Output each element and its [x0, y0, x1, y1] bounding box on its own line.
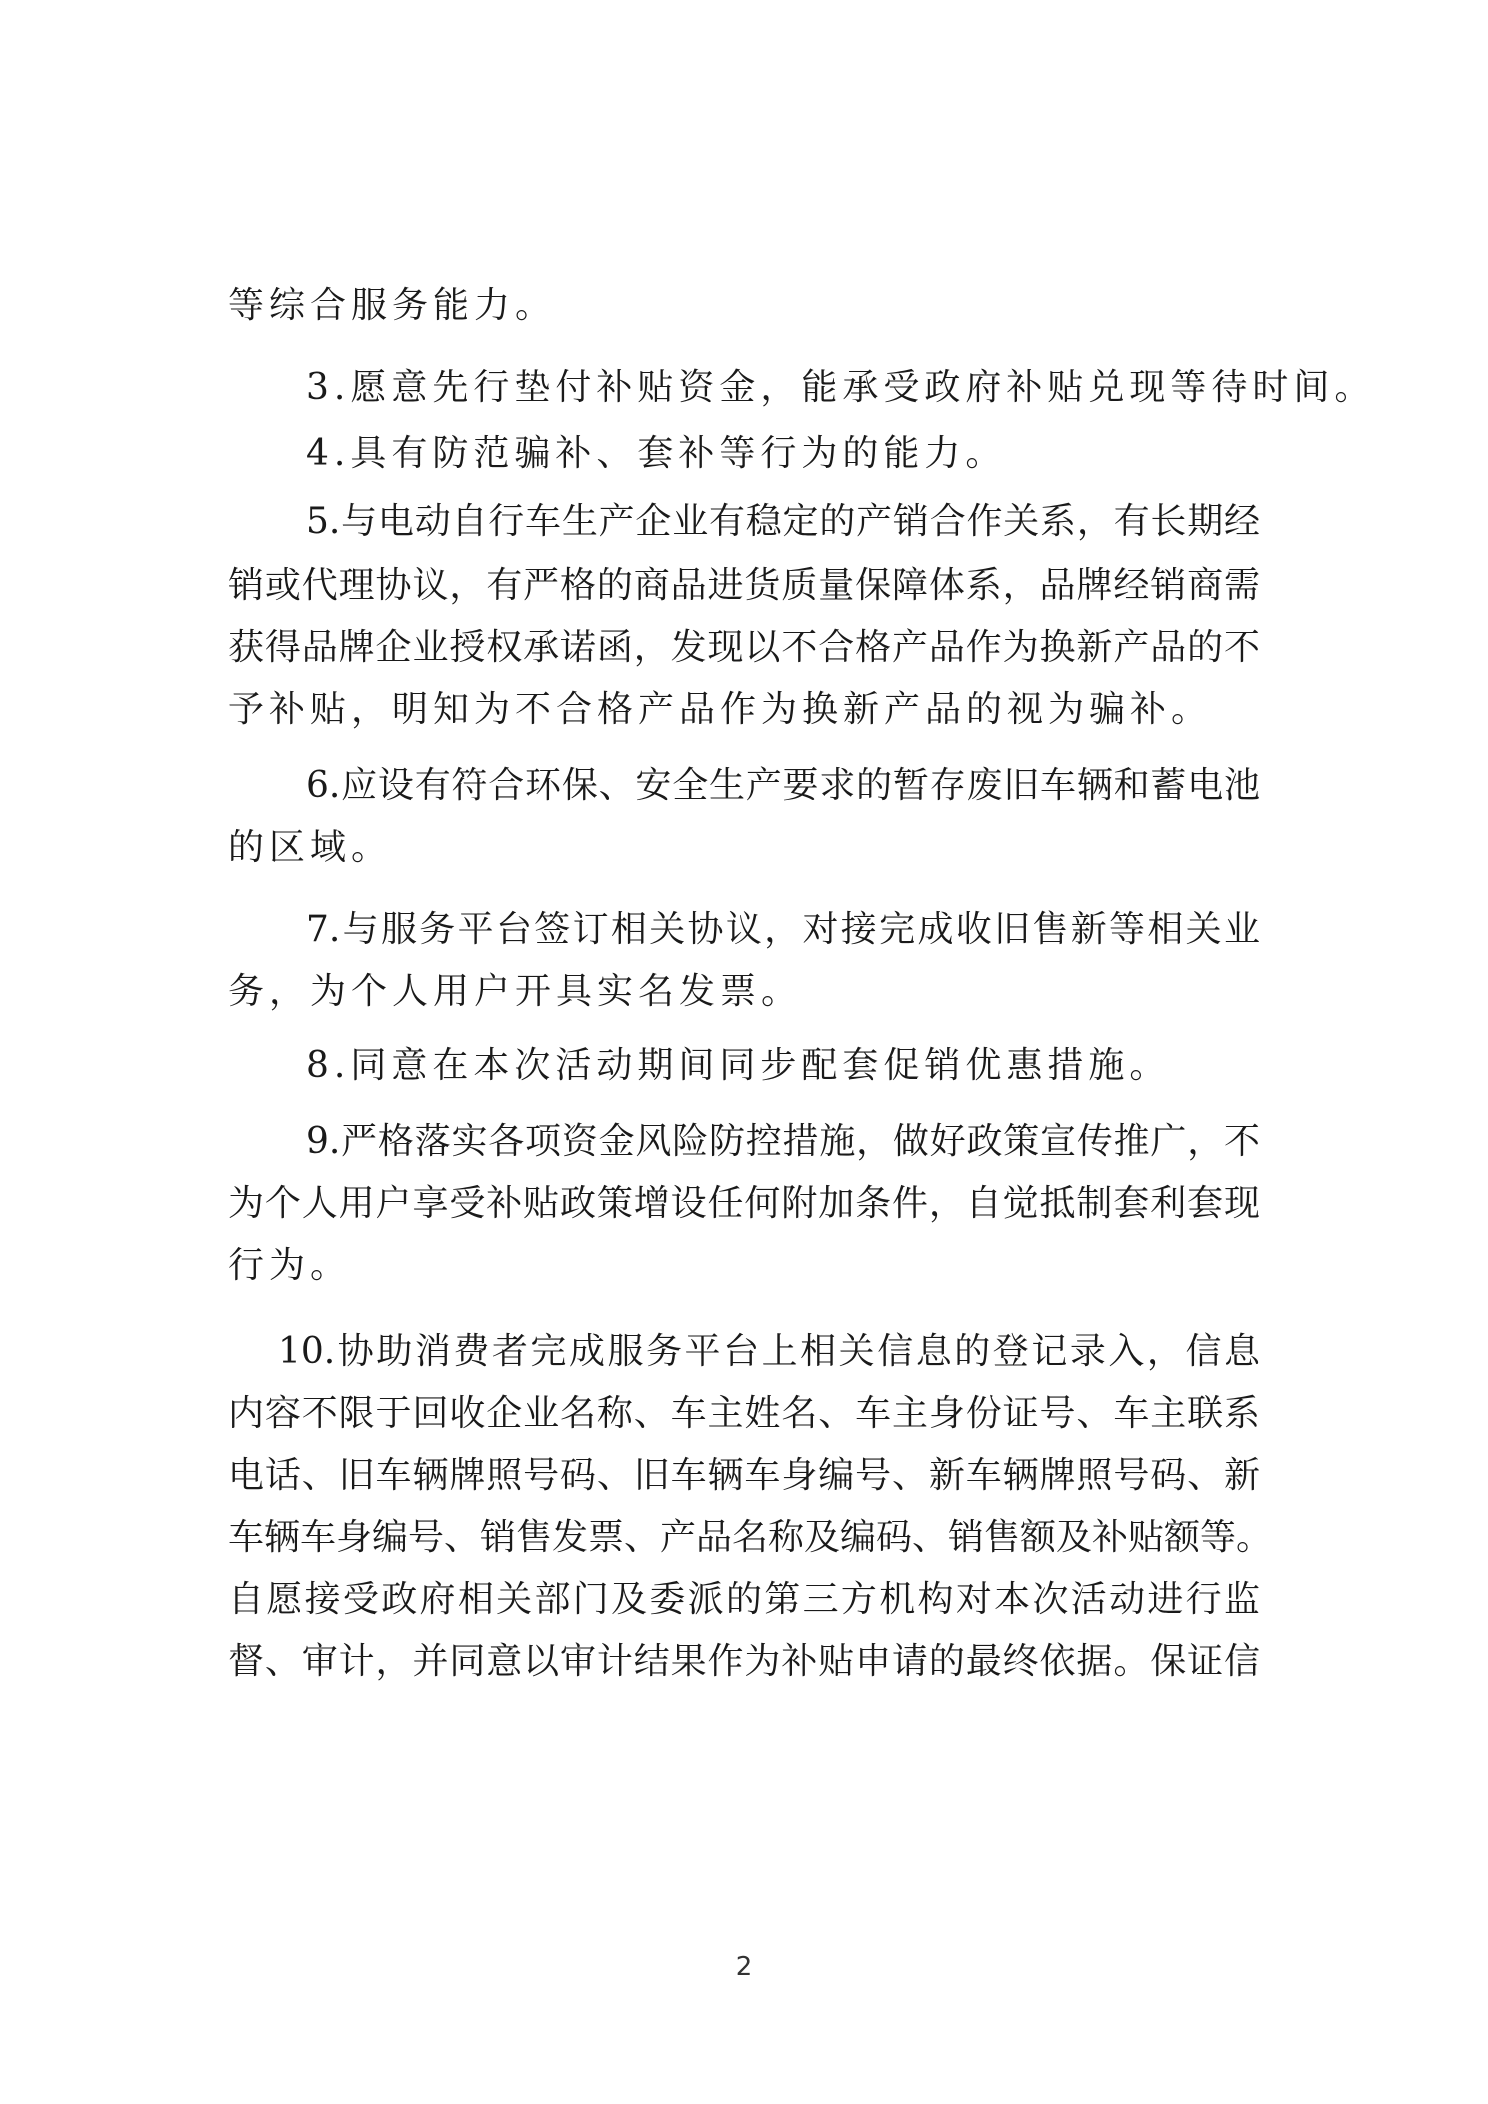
text-line: 销或代理协议，有严格的商品进货质量保障体系，品牌经销商需: [228, 565, 1260, 606]
page-number: 2: [735, 1952, 753, 1982]
text-line: 8.同意在本次活动期间同步配套促销优惠措施。: [306, 1045, 1171, 1086]
text-line: 内容不限于回收企业名称、车主姓名、车主身份证号、车主联系: [228, 1393, 1260, 1434]
text-line: 务，为个人用户开具实名发票。: [228, 971, 803, 1012]
text-line: 督、审计，并同意以审计结果作为补贴申请的最终依据。保证信: [228, 1641, 1260, 1682]
text-line: 予补贴，明知为不合格产品作为换新产品的视为骗补。: [228, 689, 1213, 730]
text-line: 为个人用户享受补贴政策增设任何附加条件，自觉抵制套利套现: [228, 1183, 1260, 1224]
text-line: 5.与电动自行车生产企业有稳定的产销合作关系，有长期经: [306, 501, 1260, 542]
text-line: 3.愿意先行垫付补贴资金，能承受政府补贴兑现等待时间。: [306, 367, 1376, 408]
text-line: 10.协助消费者完成服务平台上相关信息的登记录入，信息: [278, 1331, 1260, 1372]
text-line: 的区域。: [228, 827, 393, 868]
text-line: 电话、旧车辆牌照号码、旧车辆车身编号、新车辆牌照号码、新: [228, 1455, 1260, 1496]
text-line: 7.与服务平台签订相关协议，对接完成收旧售新等相关业: [306, 909, 1260, 950]
text-line: 获得品牌企业授权承诺函，发现以不合格产品作为换新产品的不: [228, 627, 1260, 668]
body-text: [228, 276, 1376, 1692]
text-line: 6.应设有符合环保、安全生产要求的暂存废旧车辆和蓄电池: [306, 765, 1260, 806]
text-line: 4.具有防范骗补、套补等行为的能力。: [306, 433, 1007, 474]
text-line: 自愿接受政府相关部门及委派的第三方机构对本次活动进行监: [228, 1579, 1260, 1620]
text-line: 车辆车身编号、销售发票、产品名称及编码、销售额及补贴额等。: [228, 1517, 1273, 1558]
text-line: 9.严格落实各项资金风险防控措施，做好政策宣传推广，不: [306, 1121, 1260, 1162]
text-line: 等综合服务能力。: [228, 285, 557, 326]
text-line: 行为。: [228, 1245, 352, 1286]
